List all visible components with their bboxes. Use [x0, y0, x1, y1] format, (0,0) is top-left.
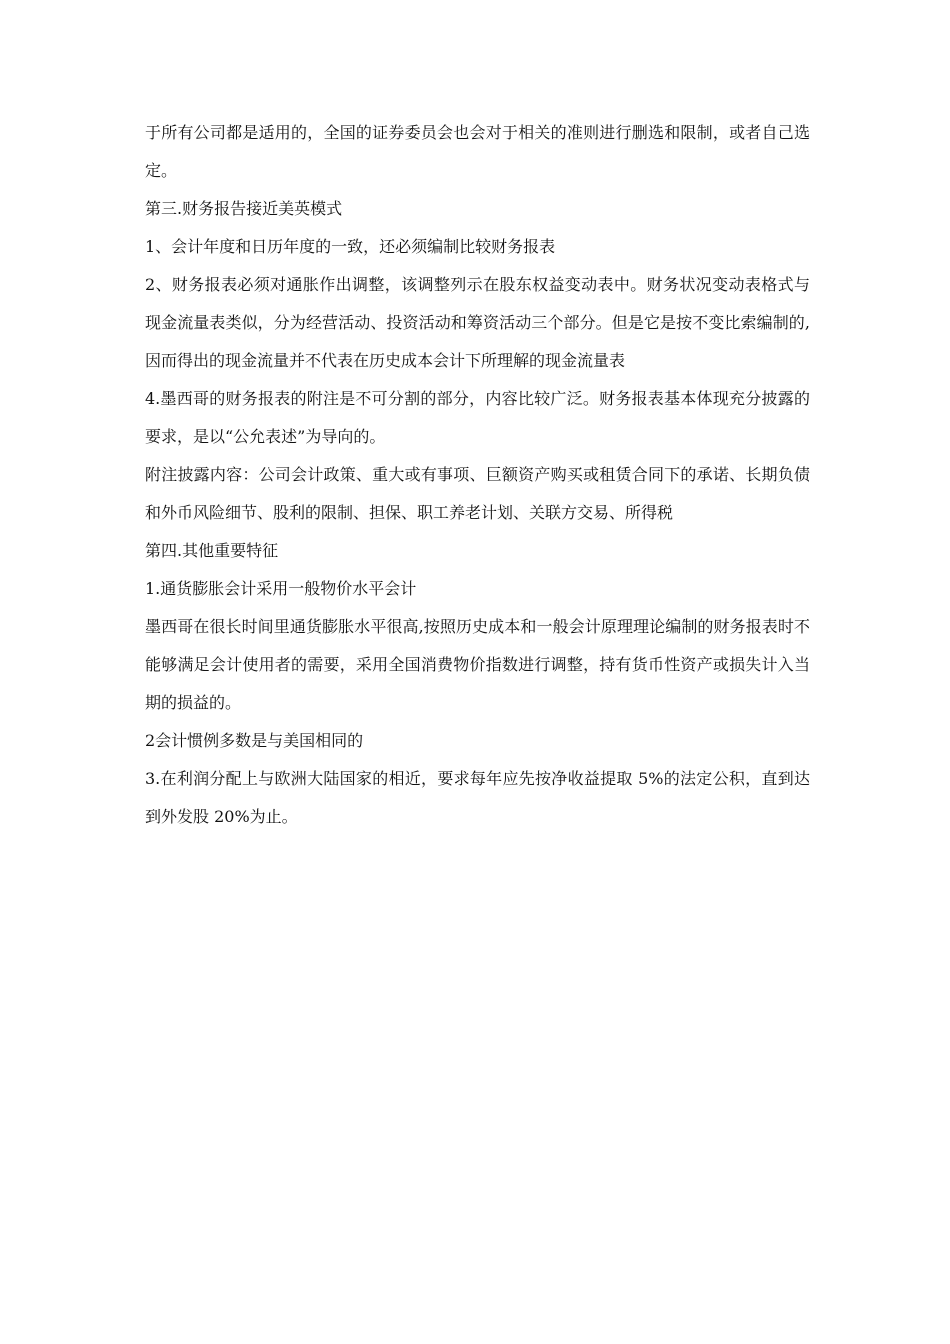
list-item-us-practice: 2会计惯例多数是与美国相同的: [145, 731, 364, 750]
list-item-fiscal-year: 1、会计年度和日历年度的一致，还必须编制比较财务报表: [145, 237, 556, 256]
document-body: [145, 114, 810, 836]
heading-section-four: 第四.其他重要特征: [145, 541, 279, 560]
list-item-inflation-adjustment: 2、财务报表必须对通胀作出调整，该调整列示在股东权益变动表中。财务状况变动表格式与现金流量表类似，分为经营活动、投资活动和筹资活动三个部分。但是它是按不变比索编制的,因而得出的现金流量并不代表在历史成本会计下所理解的现金流量表: [145, 275, 810, 370]
list-item-notes: 4.墨西哥的财务报表的附注是不可分割的部分，内容比较广泛。财务报表基本体现充分披露的要求，是以“公允表述”为导向的。: [145, 389, 810, 446]
list-item-inflation-accounting: 1.通货膨胀会计采用一般物价水平会计: [145, 579, 417, 598]
heading-section-three: 第三.财务报告接近美英模式: [145, 199, 343, 218]
paragraph-notes-disclosure: 附注披露内容：公司会计政策、重大或有事项、巨额资产购买或租赁合同下的承诺、长期负债和外币风险细节、股利的限制、担保、职工养老计划、关联方交易、所得税: [145, 465, 810, 522]
paragraph-inflation-detail: 墨西哥在很长时间里通货膨胀水平很高,按照历史成本和一般会计原理理论编制的财务报表时不能够满足会计使用者的需要，采用全国消费物价指数进行调整，持有货币性资产或损失计入当期的损益的。: [145, 617, 810, 712]
paragraph-intro-continuation: 于所有公司都是适用的，全国的证券委员会也会对于相关的准则进行删选和限制，或者自己选定。: [145, 123, 810, 180]
list-item-profit-distribution: 3.在利润分配上与欧洲大陆国家的相近，要求每年应先按净收益提取 5%的法定公积，直到达到外发股 20%为止。: [145, 769, 810, 826]
